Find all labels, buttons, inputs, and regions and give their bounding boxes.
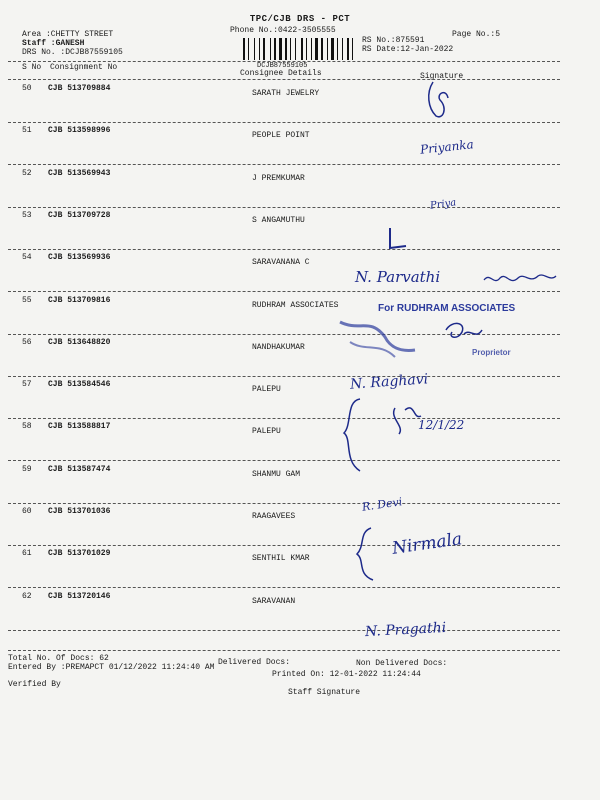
brace-icon bbox=[330, 395, 370, 475]
document-title: TPC/CJB DRS - PCT bbox=[249, 14, 351, 24]
row-divider bbox=[8, 630, 560, 631]
non-delivered-docs: Non Delivered Docs: bbox=[356, 659, 448, 668]
rs-date: RS Date:12-Jan-2022 bbox=[362, 45, 454, 54]
signature-57-date: 12/1/22 bbox=[418, 418, 465, 432]
signature-53-icon bbox=[382, 224, 412, 254]
row-divider bbox=[8, 376, 560, 377]
col-consignee: Consignee Details bbox=[240, 69, 322, 78]
row-sno: 59 bbox=[22, 464, 32, 474]
ink-smudge-icon bbox=[330, 312, 420, 362]
brace-icon bbox=[345, 524, 385, 584]
total-docs: Total No. Of Docs: 62 bbox=[8, 654, 109, 663]
staff-signature: Staff Signature bbox=[288, 688, 361, 697]
consignment-number: CJB 513588817 bbox=[48, 422, 111, 432]
rs-number: RS No.:875591 bbox=[362, 36, 425, 45]
page-number: Page No.:5 bbox=[452, 30, 501, 39]
row-sno: 50 bbox=[22, 84, 32, 93]
consignee-name: SHANMU GAM bbox=[252, 469, 301, 479]
consignee-name: RUDHRAM ASSOCIATES bbox=[252, 300, 339, 310]
signature-60: Nirmala bbox=[390, 529, 464, 559]
consignee-name: NANDHAKUMAR bbox=[252, 342, 305, 352]
signature-54: N. Parvathi bbox=[355, 268, 441, 286]
row-divider bbox=[8, 418, 560, 419]
signature-62: N. Pragathi bbox=[364, 619, 447, 641]
row-sno: 52 bbox=[22, 168, 32, 178]
phone-number: Phone No.:0422-3505555 bbox=[230, 26, 336, 35]
row-divider bbox=[8, 503, 560, 504]
col-sno: S No bbox=[22, 63, 42, 72]
row-divider bbox=[8, 460, 560, 461]
barcode-icon bbox=[243, 38, 355, 60]
signature-56: N. Raghavi bbox=[349, 371, 429, 393]
row-sno: 51 bbox=[22, 126, 32, 136]
col-signature: Signature bbox=[420, 72, 464, 81]
consignee-name: RAAGAVEES bbox=[252, 512, 296, 521]
row-sno: 56 bbox=[22, 337, 32, 347]
verified-by: Verified By bbox=[8, 680, 61, 689]
row-sno: 57 bbox=[22, 380, 32, 390]
drs-number: DRS No. :DCJB87559105 bbox=[22, 48, 123, 57]
consignment-number: CJB 513569936 bbox=[48, 253, 111, 263]
consignee-name: PEOPLE POINT bbox=[252, 131, 310, 141]
row-divider bbox=[8, 249, 560, 250]
consignee-name: SENTHIL KMAR bbox=[252, 554, 310, 564]
row-sno: 60 bbox=[22, 507, 32, 516]
consignee-name: SARAVANAN bbox=[252, 596, 296, 606]
entered-by: Entered By :PREMAPCT 01/12/2022 11:24:40 AM bbox=[8, 663, 215, 672]
consignment-number: CJB 513701036 bbox=[48, 507, 111, 516]
consignee-name: SARATH JEWELRY bbox=[252, 89, 320, 98]
signature-54-extra-icon bbox=[480, 270, 560, 290]
company-stamp: For RUDHRAM ASSOCIATES bbox=[378, 303, 516, 314]
row-divider bbox=[8, 122, 560, 123]
consignment-number: CJB 513709884 bbox=[48, 84, 111, 93]
row-sno: 54 bbox=[22, 253, 32, 263]
stamp-role: Proprietor bbox=[472, 348, 511, 357]
divider bbox=[8, 650, 560, 651]
consignment-number: CJB 513598996 bbox=[48, 126, 111, 136]
printed-on: Printed On: 12-01-2022 11:24:44 bbox=[272, 670, 421, 679]
consignment-number: CJB 513587474 bbox=[48, 464, 111, 474]
row-divider bbox=[8, 291, 560, 292]
row-divider bbox=[8, 164, 560, 165]
consignment-number: CJB 513584546 bbox=[48, 380, 111, 390]
row-divider bbox=[8, 207, 560, 208]
row-divider bbox=[8, 545, 560, 546]
signature-59: R. Devi bbox=[361, 495, 404, 514]
consignee-name: PALEPU bbox=[252, 385, 281, 395]
consignment-number: CJB 513709816 bbox=[48, 295, 111, 305]
signature-51: Priyanka bbox=[419, 137, 475, 157]
consignee-name: SARAVANANA C bbox=[252, 258, 310, 268]
consignee-name: S ANGAMUTHU bbox=[252, 215, 305, 225]
row-sno: 55 bbox=[22, 295, 32, 305]
consignment-number: CJB 513569943 bbox=[48, 168, 111, 178]
signature-52: Priya bbox=[429, 197, 457, 212]
consignment-number: CJB 513648820 bbox=[48, 337, 111, 347]
row-sno: 62 bbox=[22, 591, 32, 601]
area-label: Area :CHETTY STREET bbox=[22, 30, 114, 39]
signature-50-icon bbox=[418, 78, 458, 123]
consignment-number: CJB 513701029 bbox=[48, 549, 111, 559]
staff-label: Staff :GANESH bbox=[22, 39, 85, 48]
consignment-number: CJB 513720146 bbox=[48, 591, 111, 601]
consignee-name: J PREMKUMAR bbox=[252, 173, 305, 183]
divider bbox=[8, 79, 560, 80]
consignment-number: CJB 513709728 bbox=[48, 210, 111, 220]
signature-55-icon bbox=[440, 318, 490, 348]
col-consignment: Consignment No bbox=[50, 63, 118, 72]
row-sno: 61 bbox=[22, 549, 32, 559]
barcode-label: DCJB87559105 bbox=[257, 62, 308, 70]
row-sno: 58 bbox=[22, 422, 32, 432]
consignee-name: PALEPU bbox=[252, 427, 281, 437]
row-divider bbox=[8, 587, 560, 588]
divider bbox=[8, 61, 560, 62]
delivered-docs: Delivered Docs: bbox=[218, 658, 291, 667]
row-sno: 53 bbox=[22, 210, 32, 220]
